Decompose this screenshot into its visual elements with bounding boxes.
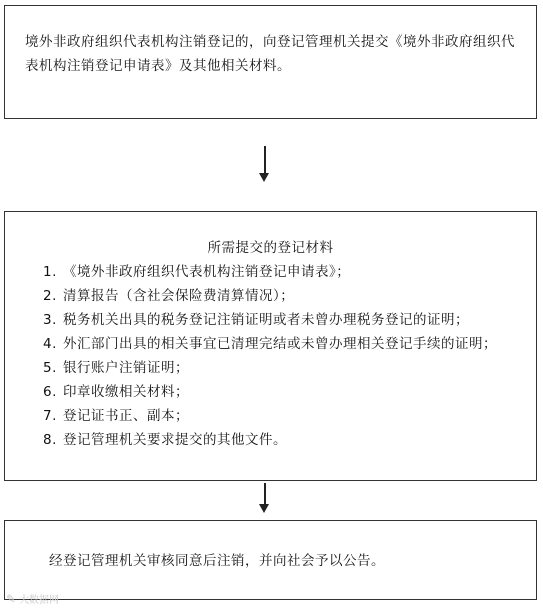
materials-heading: 所需提交的登记材料 xyxy=(207,240,334,256)
step-3-box xyxy=(4,520,537,600)
item-number: 2. xyxy=(43,288,57,304)
item-number: 8. xyxy=(43,432,57,448)
arrow-head xyxy=(259,173,269,182)
arrow-shaft xyxy=(264,146,266,174)
item-text: 税务机关出具的税务登记注销证明或者未曾办理税务登记的证明； xyxy=(63,312,469,328)
item-number: 1. xyxy=(43,264,57,280)
watermark-text: 大数据网 xyxy=(19,595,60,606)
arrow-head xyxy=(259,504,269,513)
item-text: 印章收缴相关材料； xyxy=(63,384,189,400)
item-text: 清算报告（含社会保险费清算情况）； xyxy=(63,288,295,304)
list-item xyxy=(13,380,526,404)
item-number: 5. xyxy=(43,360,57,376)
list-item xyxy=(13,356,526,380)
item-number: 6. xyxy=(43,384,57,400)
item-text: 银行账户注销证明； xyxy=(63,360,189,376)
list-item xyxy=(13,260,526,284)
watermark xyxy=(6,591,59,606)
list-item xyxy=(13,428,526,452)
item-number: 7. xyxy=(43,408,57,424)
list-item xyxy=(13,404,526,428)
materials-list xyxy=(13,260,526,452)
item-text: 登记管理机关要求提交的其他文件。 xyxy=(63,432,287,448)
down-arrow-icon xyxy=(259,146,271,182)
step-2-box xyxy=(4,211,537,481)
watermark-logo-icon: ✎ xyxy=(6,591,17,606)
item-number: 4. xyxy=(43,336,57,352)
list-item xyxy=(13,332,526,356)
item-text: 外汇部门出具的相关事宜已清理完结或未曾办理相关登记手续的证明； xyxy=(63,336,497,352)
item-text: 《境外非政府组织代表机构注销登记申请表》； xyxy=(63,264,351,280)
down-arrow-icon xyxy=(259,483,271,513)
step-3-text: 经登记管理机关审核同意后注销，并向社会予以公告。 xyxy=(49,553,385,569)
step-1-box xyxy=(4,5,537,119)
item-number: 3. xyxy=(43,312,57,328)
list-item xyxy=(13,284,526,308)
step-1-text: 境外非政府组织代表机构注销登记的，向登记管理机关提交《境外非政府组织代表机构注销登记申请表》及其他相关材料。 xyxy=(25,34,515,74)
arrow-shaft xyxy=(264,483,266,505)
list-item xyxy=(13,308,526,332)
item-text: 登记证书正、副本； xyxy=(63,408,189,424)
